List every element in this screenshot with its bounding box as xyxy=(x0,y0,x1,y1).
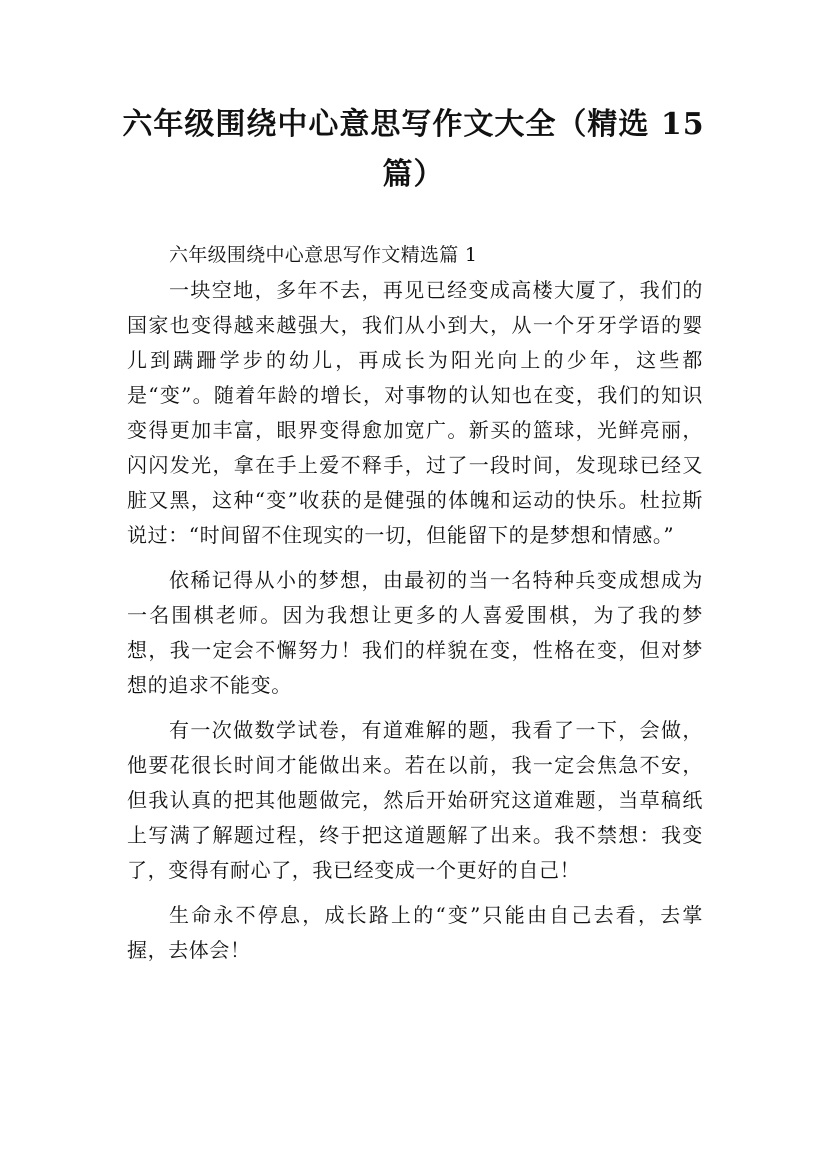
section-heading: 六年级围绕中心意思写作文精选篇 1 xyxy=(169,244,478,266)
paragraph-1: 一块空地，多年不去，再见已经变成高楼大厦了，我们的国家也变得越来越强大，我们从小到大，从一个牙牙学语的婴儿到蹒跚学步的幼儿，再成长为阳光向上的少年，这些都是“变”。随着年龄的增长，对事物的认知也在变，我们的知识变得更加丰富，眼界变得愈加宽广。新买的篮球，光鲜亮丽，闪闪发光，拿在手上爱不释手，过了一段时间，发现球已经又脏又黑，这种“变”收获的是健强的体魄和运动的快乐。杜拉斯说过：“时间留不住现实的一切，但能留下的是梦想和情感。” xyxy=(127,278,703,547)
paragraph-2: 依稀记得从小的梦想，由最初的当一名特种兵变成想成为一名围棋老师。因为我想让更多的人喜爱围棋，为了我的梦想，我一定会不懈努力！我们的样貌在变，性格在变，但对梦想的追求不能变。 xyxy=(127,568,703,697)
document-body xyxy=(127,238,703,968)
paragraph-3: 有一次做数学试卷，有道难解的题，我看了一下，会做，他要花很长时间才能做出来。若在以前，我一定会焦急不安，但我认真的把其他题做完，然后开始研究这道难题，当草稿纸上写满了解题过程，终于把这道题解了出来。我不禁想：我变了，变得有耐心了，我已经变成一个更好的自己！ xyxy=(127,718,703,882)
paragraph-4: 生命永不停息，成长路上的“变”只能由自己去看，去掌握，去体会！ xyxy=(127,903,703,962)
document-title: 六年级围绕中心意思写作文大全（精选 15 篇） xyxy=(122,107,705,192)
